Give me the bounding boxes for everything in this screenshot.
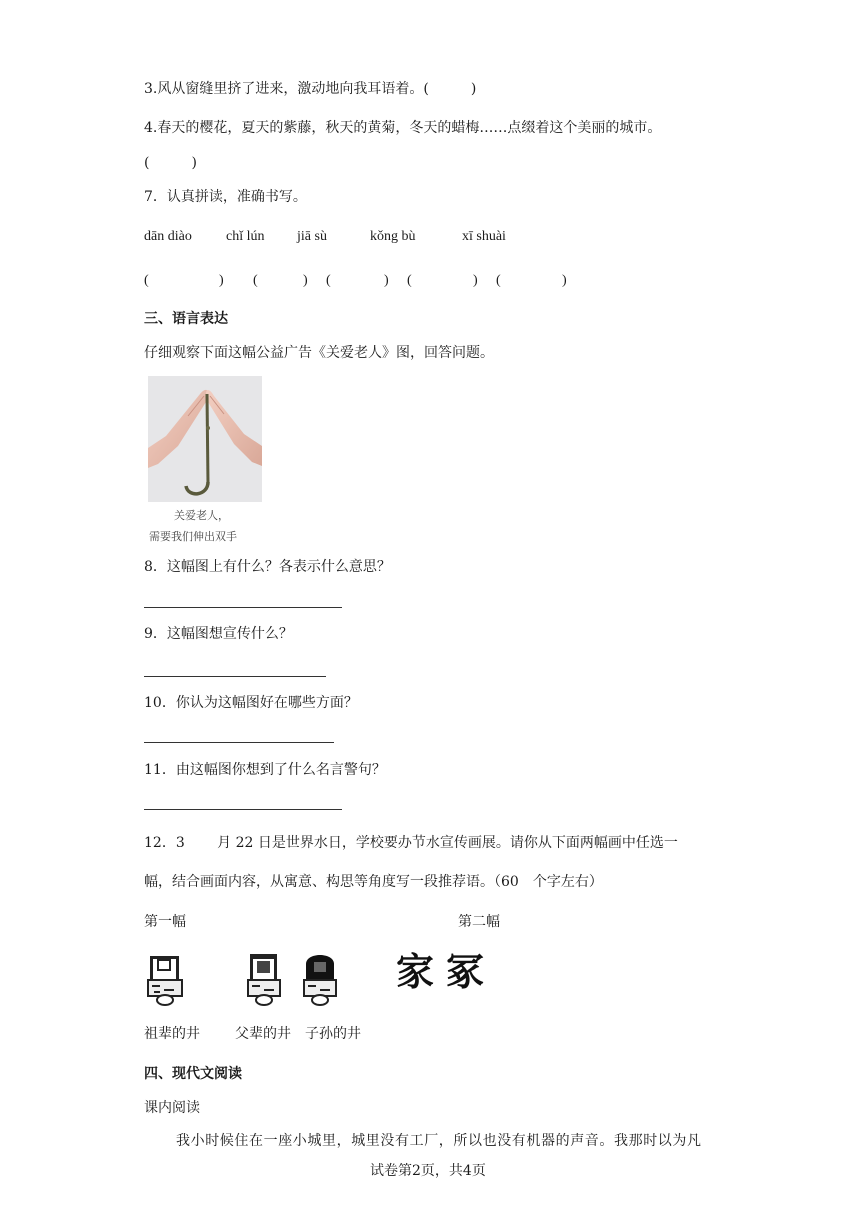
blank-4-close: ): [473, 273, 478, 288]
section-3-intro: 仔细观察下面这幅公益广告《关爱老人》图，回答问题。: [144, 345, 494, 361]
q7-title: 7．认真拼读，准确书写。: [144, 189, 307, 205]
blank-3-open: (: [326, 273, 331, 288]
second-picture-label: 第二幅: [458, 914, 500, 930]
poster-image: [148, 376, 262, 502]
answer-line-8[interactable]: [144, 607, 342, 608]
ancestor-well-icon: [148, 956, 182, 1005]
answer-line-9[interactable]: [144, 676, 326, 677]
question-11: 11．由这幅图你想到了什么名言警句？: [144, 762, 386, 778]
question-9: 9．这幅图想宣传什么？: [144, 626, 293, 642]
blank-5-open: (: [496, 273, 501, 288]
pinyin-4: kǒng bù: [370, 229, 416, 244]
question-12-line1: 12．3 月 22 日是世界水日，学校要办节水宣传画展。请你从下面两幅画中任选一: [144, 835, 678, 851]
blank-1-close: ): [219, 273, 224, 288]
blank-1-open: (: [144, 273, 149, 288]
first-picture-label: 第一幅: [144, 914, 186, 930]
parent-well-icon: [248, 954, 280, 1005]
question-12-line2: 幅，结合画面内容，从寓意、构思等角度写一段推荐语。（60 个字左右）: [144, 874, 603, 890]
hands-cane-illustration: [148, 376, 262, 502]
blank-4-open: (: [407, 273, 412, 288]
pinyin-5: xī shuài: [462, 229, 506, 244]
section-4-sub: 课内阅读: [144, 1100, 200, 1116]
page-footer: 试卷第2页，共4页: [370, 1163, 486, 1179]
wells-illustration: [144, 950, 354, 1006]
pinyin-3: jiā sù: [297, 229, 327, 244]
pinyin-1: dān diào: [144, 229, 192, 244]
well-caption-2: 父辈的井: [235, 1026, 291, 1042]
question-10: 10．你认为这幅图好在哪些方面？: [144, 695, 358, 711]
jia-character-1: 家: [396, 949, 435, 994]
sentence-4-line2: ( ): [144, 155, 197, 171]
poster-caption-1: 关爱老人，: [174, 509, 229, 522]
pinyin-2: chǐ lún: [226, 229, 265, 244]
blank-5-close: ): [562, 273, 567, 288]
section-4-heading: 四、现代文阅读: [144, 1066, 242, 1082]
jia-character-2: 冢: [446, 949, 485, 994]
blank-3-close: ): [384, 273, 389, 288]
section-4-passage: 我小时候住在一座小城里，城里没有工厂，所以也没有机器的声音。我那时以为凡: [176, 1133, 702, 1149]
poster-caption-2: 需要我们伸出双手: [149, 530, 237, 543]
section-3-heading: 三、语言表达: [144, 311, 228, 327]
blank-2-open: (: [253, 273, 258, 288]
answer-line-10[interactable]: [144, 742, 334, 743]
well-caption-1: 祖辈的井: [144, 1026, 200, 1042]
well-caption-3: 子孙的井: [305, 1026, 361, 1042]
sentence-4-line1: 4.春天的樱花，夏天的紫藤，秋天的黄菊，冬天的蜡梅……点缀着这个美丽的城市。: [144, 120, 662, 136]
question-8: 8．这幅图上有什么？各表示什么意思？: [144, 559, 391, 575]
answer-line-11[interactable]: [144, 809, 342, 810]
sentence-3: 3.风从窗缝里挤了进来，激动地向我耳语着。( ): [144, 81, 477, 97]
descendant-well-icon: [304, 955, 336, 1005]
blank-2-close: ): [303, 273, 308, 288]
